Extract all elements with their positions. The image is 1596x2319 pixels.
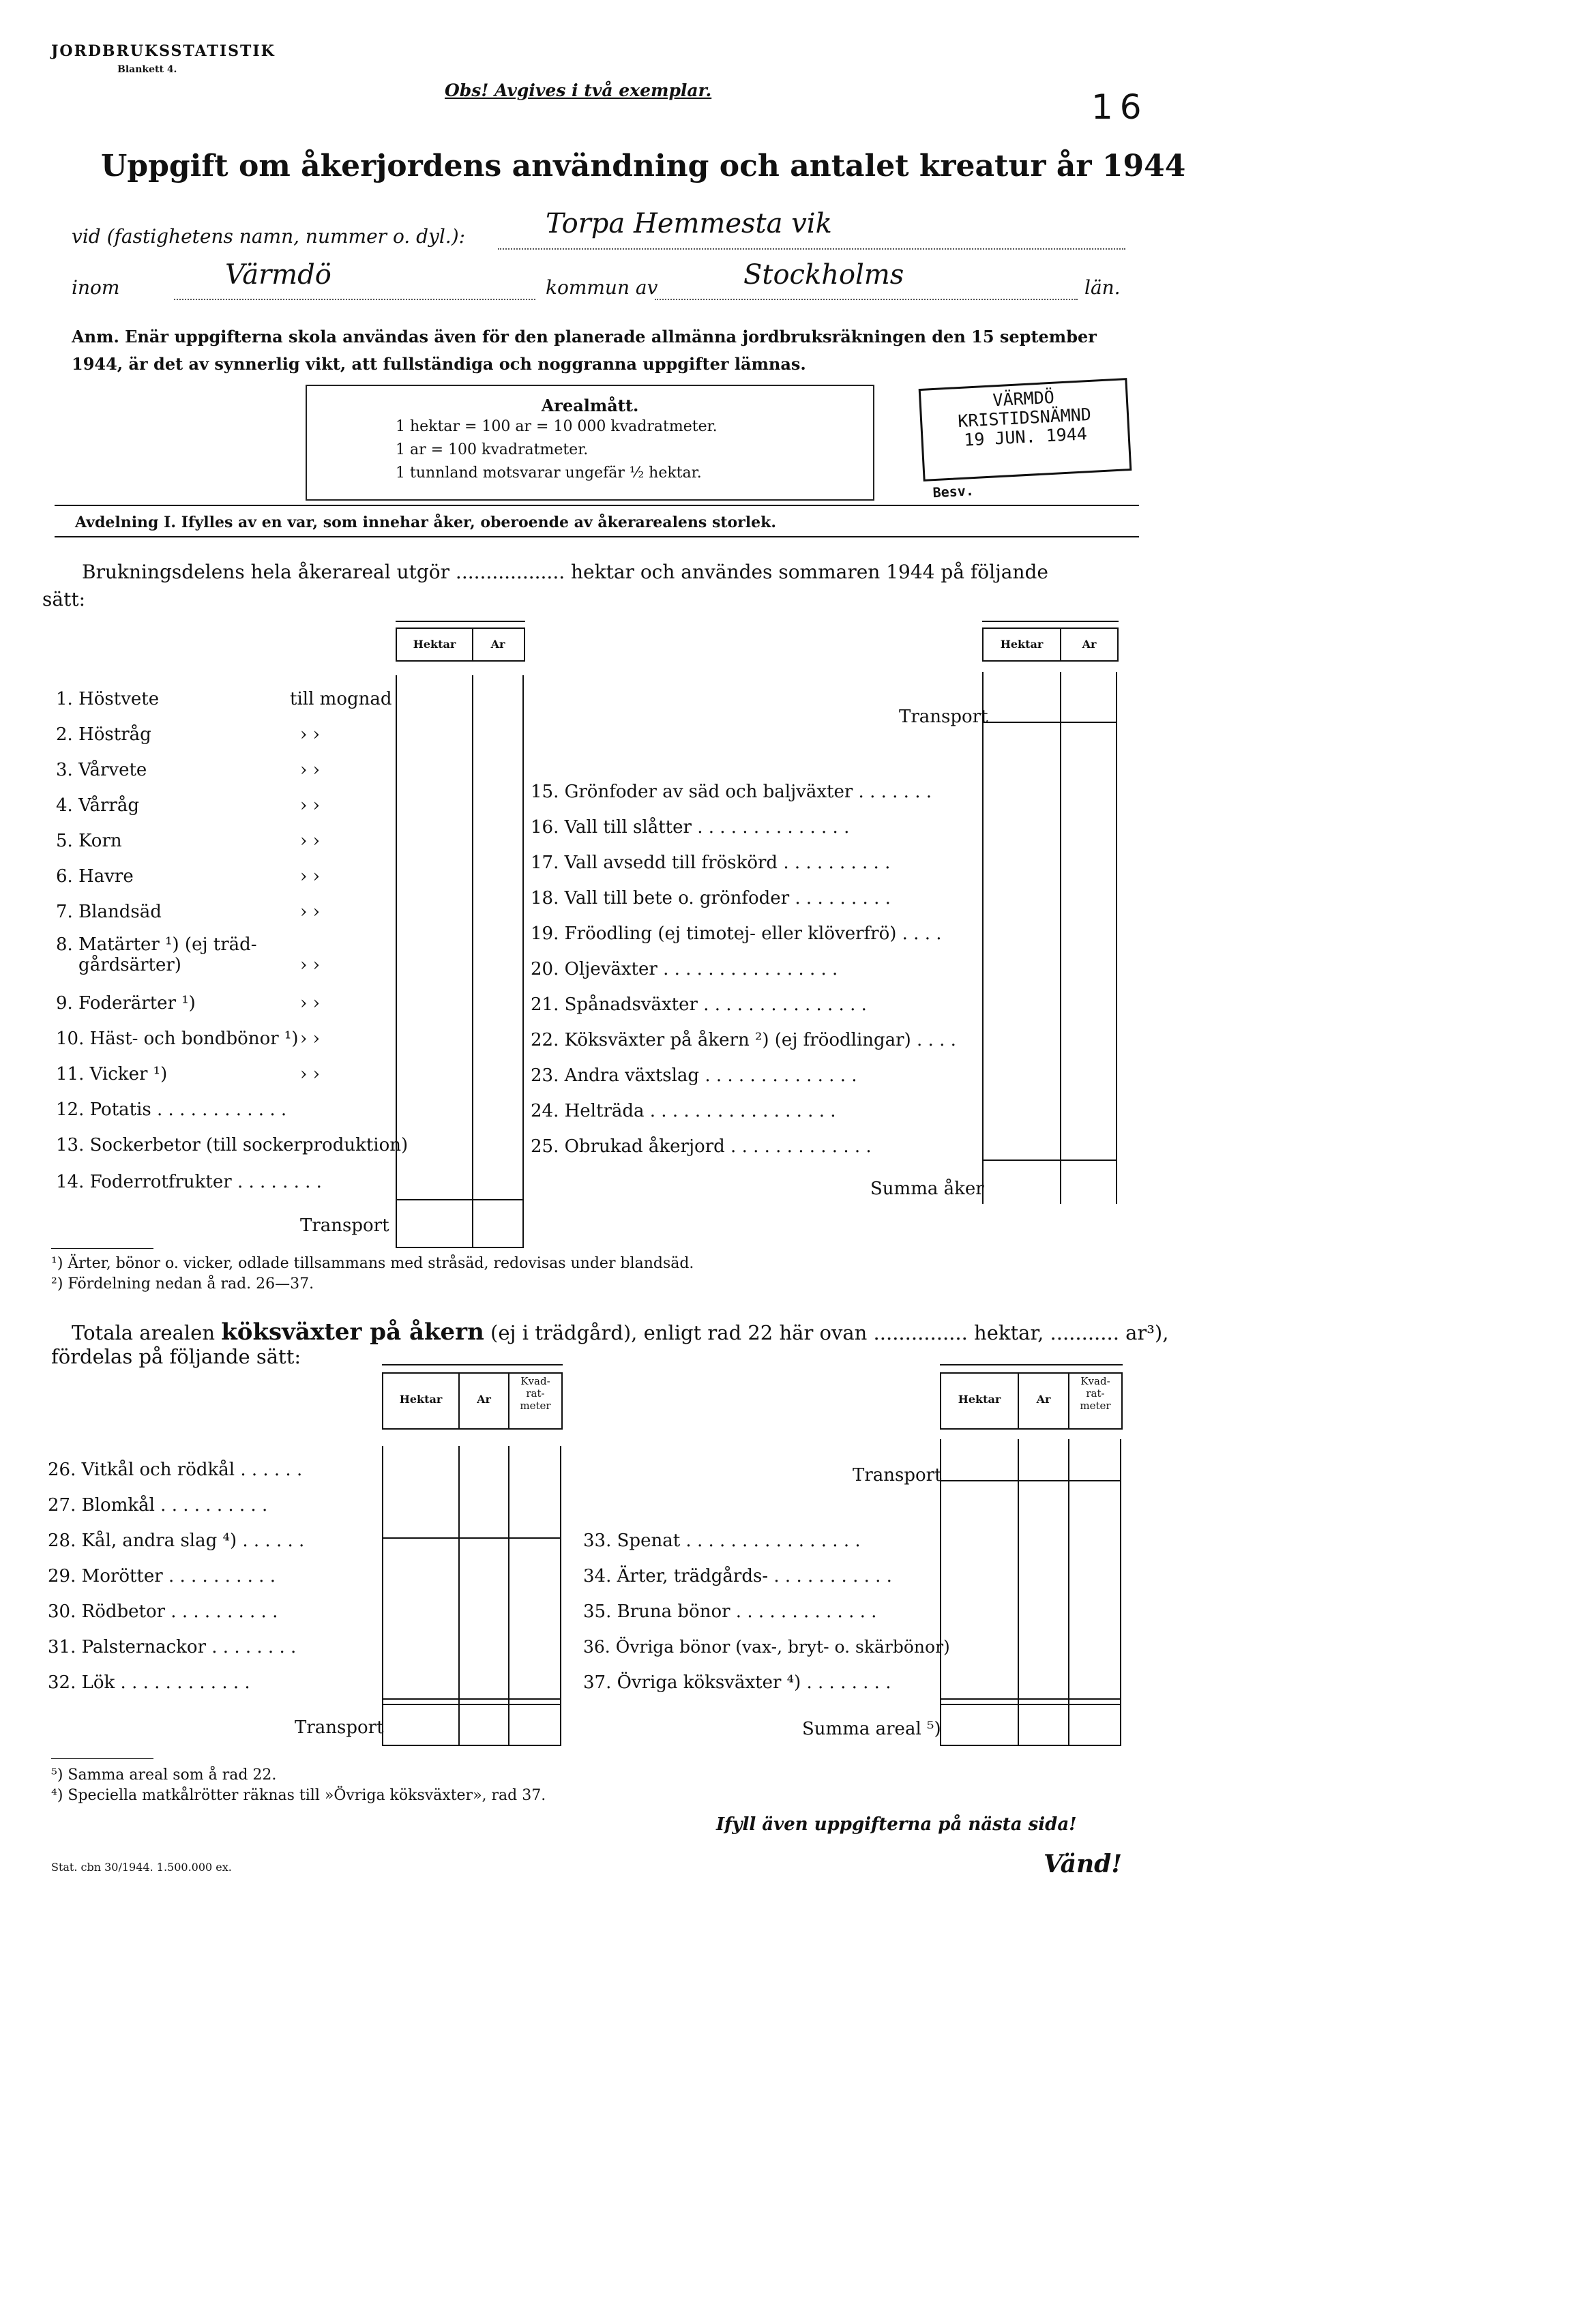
row-note: › › (300, 724, 321, 745)
row-note: › › (300, 831, 321, 851)
rule (382, 1364, 563, 1365)
print-info: Stat. cbn 30/1944. 1.500.000 ex. (51, 1861, 232, 1874)
rule (396, 621, 525, 622)
intro-line-1: Brukningsdelens hela åkerareal utgör .................. hektar och användes sommaren 1944 på följande (82, 561, 1048, 583)
org-name: JORDBRUKSSTATISTIK (51, 42, 276, 60)
rule (472, 627, 473, 660)
row-label: 23. Andra växtslag . . . . . . . . . . . . . . (531, 1065, 857, 1086)
ifyll-note: Ifyll även uppgifterna på nästa sida! (716, 1814, 1077, 1835)
row-note: › › (300, 760, 321, 780)
left-transport: Transport (300, 1215, 389, 1236)
kok-left-transport: Transport (295, 1717, 384, 1738)
row-label: 22. Köksväxter på åkern ²) (ej fröodlingar) . . . . (531, 1030, 956, 1050)
row-label: 18. Vall till bete o. grönfoder . . . . . . . . . (531, 888, 891, 909)
rule (382, 1698, 561, 1700)
areal-line: 1 hektar = 100 ar = 10 000 kvadratmeter. (396, 418, 718, 435)
kok-intro-c: (ej i trädgård), enligt rad 22 här ovan ............... hektar, ........... ar³), (490, 1321, 1169, 1344)
row-label: 6. Havre (56, 866, 134, 887)
footnote: ⁵) Samma areal som å rad 22. (51, 1767, 277, 1784)
kommun-value[interactable]: Stockholms (743, 259, 904, 291)
row-note: › › (300, 1029, 321, 1049)
areal-line: 1 tunnland motsvarar ungefär ½ hektar. (396, 464, 702, 482)
vid-value[interactable]: Torpa Hemmesta vik (546, 208, 832, 239)
rule (51, 1248, 153, 1249)
stamp-line4: Besv. (932, 482, 975, 501)
rule (382, 1537, 561, 1539)
row-label: 33. Spenat . . . . . . . . . . . . . . . . (583, 1531, 861, 1551)
row-label: 1. Höstvete (56, 689, 160, 709)
row-label: 37. Övriga köksväxter ⁴) . . . . . . . . (583, 1672, 891, 1693)
rule (982, 672, 984, 1204)
row-label: 31. Palsternackor . . . . . . . . (48, 1637, 297, 1657)
rule (1120, 1439, 1121, 1746)
row-label: 19. Fröodling (ej timotej- eller klöverfrö) . . . . (531, 924, 942, 944)
anm-note: Anm. Enär uppgifterna skola användas även för den planerade allmänna jordbruksräkningen den 15 september 1944, är det av synnerlig vikt, att fullständiga och noggranna uppgifter lämnas. (72, 327, 1097, 374)
stamp (919, 378, 1132, 501)
row-label: 30. Rödbetor . . . . . . . . . . (48, 1601, 278, 1622)
rule (396, 1247, 524, 1248)
row-note: till mognad (290, 689, 392, 709)
row-label: 2. Höstråg (56, 724, 151, 745)
kok-right-transport: Transport (853, 1465, 942, 1486)
row-note: › › (300, 902, 321, 922)
areal-line: 1 ar = 100 kvadratmeter. (396, 441, 589, 458)
rule (522, 675, 524, 1248)
row-label: 20. Oljeväxter . . . . . . . . . . . . . . . . (531, 959, 838, 979)
row-label: 11. Vicker ¹) (56, 1064, 168, 1084)
stamp-line3: 19 JUN. 1944 (963, 424, 1088, 450)
rule (982, 1160, 1117, 1161)
kok-intro-line-2: fördelas på följande sätt: (51, 1345, 301, 1368)
row-label: 3. Vårvete (56, 760, 147, 780)
row-label: 7. Blandsäd (56, 902, 162, 922)
rule (1116, 672, 1117, 1204)
rule (940, 1745, 1121, 1746)
row-label: 4. Vårråg (56, 795, 139, 816)
summa-aker: Summa åker (870, 1179, 984, 1199)
col-kvadratmeter: Kvad- rat- meter (1080, 1375, 1111, 1412)
row-label: 14. Foderrotfrukter . . . . . . . . (56, 1172, 322, 1192)
vid-label: vid (fastighetens namn, nummer o. dyl.): (72, 225, 466, 248)
kommun-label: kommun av (546, 276, 658, 299)
lan-label: län. (1084, 276, 1121, 299)
rule (382, 1446, 383, 1746)
row-label: 16. Vall till slåtter . . . . . . . . . . . . . . (531, 817, 850, 838)
row-label: 12. Potatis . . . . . . . . . . . . (56, 1099, 287, 1120)
row-label: 25. Obrukad åkerjord . . . . . . . . . . . . . (531, 1136, 872, 1157)
inom-line (174, 299, 535, 300)
col-ar: Ar (477, 1393, 491, 1406)
row-label: 29. Morötter . . . . . . . . . . (48, 1566, 276, 1586)
rule (508, 1446, 509, 1746)
obs-note: Obs! Avgives i två exemplar. (445, 80, 712, 100)
col-ar: Ar (490, 638, 505, 651)
footnote: ¹) Ärter, bönor o. vicker, odlade tillsammans med stråsäd, redovisas under blandsäd. (51, 1255, 694, 1272)
rule (1060, 627, 1061, 660)
row-note: › › (300, 955, 321, 975)
row-label: 26. Vitkål och rödkål . . . . . . (48, 1460, 303, 1480)
avdelning-heading: Avdelning I. Ifylles av en var, som innehar åker, oberoende av åkerarealens storlek. (55, 505, 1139, 537)
row-label: 21. Spånadsväxter . . . . . . . . . . . . . . . (531, 994, 867, 1015)
col-ar: Ar (1036, 1393, 1051, 1406)
rule (560, 1446, 561, 1746)
rule (940, 1364, 1123, 1365)
rule (472, 675, 473, 1248)
row-note: › › (300, 795, 321, 816)
row-label: 8. Matärter ¹) (ej träd- (56, 934, 257, 955)
stamp-line2: KRISTIDSNÄMND (957, 404, 1092, 432)
areal-box (306, 385, 874, 501)
col-hektar: Hektar (413, 638, 456, 651)
rule (396, 675, 397, 1248)
form-number: Blankett 4. (117, 64, 177, 75)
intro-line-2: sätt: (42, 588, 85, 610)
col-ar: Ar (1082, 638, 1097, 651)
vand-note: Vänd! (1044, 1850, 1123, 1878)
row-label: 13. Sockerbetor (till sockerproduktion) (56, 1135, 409, 1155)
rule (1068, 1439, 1069, 1746)
row-label: 36. Övriga bönor (vax-, bryt- o. skärbönor) (583, 1637, 950, 1657)
row-note: › › (300, 1064, 321, 1084)
kok-intro-line-1 (72, 1318, 1168, 1346)
row-label: 27. Blomkål . . . . . . . . . . (48, 1495, 268, 1516)
col-hektar: Hektar (1000, 638, 1044, 651)
rule (940, 1704, 1121, 1705)
rule (1060, 672, 1061, 1204)
right-transport: Transport (899, 707, 988, 727)
rule (982, 722, 1117, 723)
rule (940, 1480, 1121, 1481)
row-label: 17. Vall avsedd till fröskörd . . . . . . . . . . (531, 853, 891, 873)
col-hektar: Hektar (399, 1393, 443, 1406)
row-label: 28. Kål, andra slag ⁴) . . . . . . (48, 1531, 305, 1551)
kommun-line (655, 299, 1078, 300)
rule (1018, 1439, 1019, 1746)
row-label: 10. Häst- och bondbönor ¹) (56, 1029, 299, 1049)
rule (382, 1704, 561, 1705)
row-note: › › (300, 993, 321, 1014)
rule (458, 1446, 460, 1746)
footnote: ²) Fördelning nedan å rad. 26—37. (51, 1275, 314, 1293)
row-label: 15. Grönfoder av säd och baljväxter . . . . . . . (531, 782, 932, 802)
row-label: 24. Helträda . . . . . . . . . . . . . . . . . (531, 1101, 836, 1121)
page-title: Uppgift om åkerjordens användning och antalet kreatur år 1944 (101, 149, 1186, 183)
rule (382, 1745, 561, 1746)
inom-label: inom (72, 276, 120, 299)
page-number: 16 (1091, 87, 1149, 127)
areal-title: Arealmått. (541, 396, 639, 415)
row-label: gårdsärter) (56, 955, 181, 975)
row-label: 32. Lök . . . . . . . . . . . . (48, 1672, 250, 1693)
vid-line (498, 248, 1125, 250)
col-hektar: Hektar (958, 1393, 1001, 1406)
rule (940, 1698, 1121, 1700)
row-label: 34. Ärter, trädgårds- . . . . . . . . . . . (583, 1566, 892, 1586)
stamp-line1: VÄRMDÖ (992, 387, 1055, 411)
kok-intro-a: Totala arealen (72, 1321, 215, 1344)
row-note: › › (300, 866, 321, 887)
rule (396, 1199, 524, 1200)
rule (982, 621, 1119, 622)
footnote: ⁴) Speciella matkålrötter räknas till »Övriga köksväxter», rad 37. (51, 1787, 546, 1804)
rule (51, 1758, 153, 1759)
row-label: 5. Korn (56, 831, 122, 851)
row-label: 35. Bruna bönor . . . . . . . . . . . . . (583, 1601, 877, 1622)
kok-intro-b: köksväxter på åkern (221, 1318, 484, 1346)
inom-value[interactable]: Värmdö (225, 259, 331, 291)
row-label: 9. Foderärter ¹) (56, 993, 196, 1014)
summa-areal: Summa areal ⁵) (802, 1719, 941, 1739)
col-kvadratmeter: Kvad- rat- meter (520, 1375, 551, 1412)
